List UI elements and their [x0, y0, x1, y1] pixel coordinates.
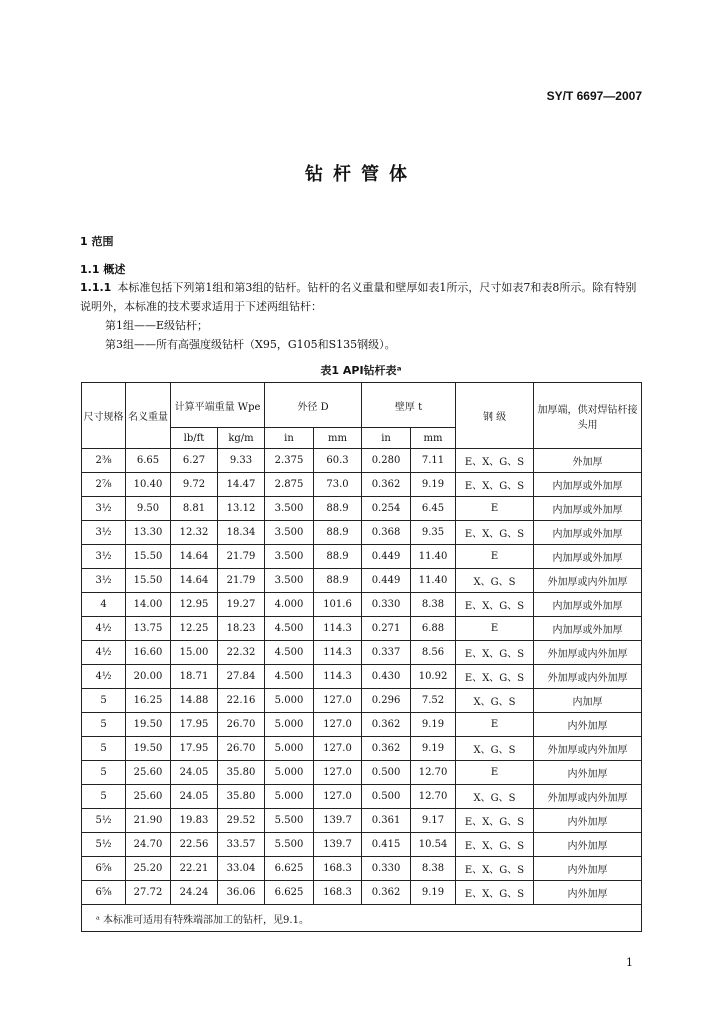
header-outer-diameter: 外径 D: [265, 383, 362, 428]
cell-size: 4½: [82, 665, 126, 689]
cell-weight-lbft: 24.05: [171, 761, 218, 785]
cell-weight-kgm: 22.16: [218, 689, 265, 713]
cell-grade: E、X、G、S: [456, 473, 534, 497]
cell-od-mm: 127.0: [314, 761, 362, 785]
cell-weight-kgm: 22.32: [218, 641, 265, 665]
cell-upset: 内加厚或外加厚: [534, 473, 642, 497]
cell-od-in: 3.500: [265, 569, 314, 593]
cell-weight-lbft: 12.95: [171, 593, 218, 617]
cell-nominal-weight: 27.72: [126, 881, 171, 905]
cell-od-in: 6.625: [265, 881, 314, 905]
unit-kg-m: kg/m: [218, 428, 265, 449]
cell-od-in: 6.625: [265, 857, 314, 881]
cell-weight-lbft: 19.83: [171, 809, 218, 833]
cell-size: 3½: [82, 545, 126, 569]
cell-wall-mm: 9.17: [411, 809, 456, 833]
cell-weight-lbft: 22.56: [171, 833, 218, 857]
cell-grade: E、X、G、S: [456, 641, 534, 665]
cell-upset: 外加厚或内外加厚: [534, 665, 642, 689]
table-row: [82, 593, 642, 617]
cell-wall-mm: 9.19: [411, 713, 456, 737]
cell-weight-lbft: 14.64: [171, 569, 218, 593]
cell-size: 5½: [82, 809, 126, 833]
cell-wall-mm: 9.19: [411, 737, 456, 761]
cell-od-in: 5.000: [265, 761, 314, 785]
cell-od-mm: 73.0: [314, 473, 362, 497]
cell-od-in: 5.000: [265, 689, 314, 713]
cell-wall-mm: 8.38: [411, 593, 456, 617]
table-row: [82, 881, 642, 905]
cell-wall-mm: 12.70: [411, 785, 456, 809]
cell-wall-in: 0.449: [362, 545, 411, 569]
cell-nominal-weight: 19.50: [126, 713, 171, 737]
cell-upset: 内加厚或外加厚: [534, 617, 642, 641]
cell-nominal-weight: 15.50: [126, 569, 171, 593]
cell-wall-in: 0.449: [362, 569, 411, 593]
cell-size: 5: [82, 689, 126, 713]
cell-upset: 内外加厚: [534, 713, 642, 737]
cell-upset: 内加厚或外加厚: [534, 497, 642, 521]
cell-grade: X、G、S: [456, 689, 534, 713]
table-row: [82, 809, 642, 833]
cell-upset: 外加厚或内外加厚: [534, 785, 642, 809]
table-row: [82, 713, 642, 737]
cell-weight-lbft: 24.05: [171, 785, 218, 809]
cell-upset: 内外加厚: [534, 809, 642, 833]
cell-upset: 外加厚或内外加厚: [534, 737, 642, 761]
cell-wall-in: 0.254: [362, 497, 411, 521]
cell-weight-kgm: 35.80: [218, 761, 265, 785]
cell-nominal-weight: 25.60: [126, 785, 171, 809]
cell-nominal-weight: 25.20: [126, 857, 171, 881]
cell-od-in: 5.000: [265, 713, 314, 737]
cell-weight-lbft: 12.32: [171, 521, 218, 545]
cell-size: 4½: [82, 641, 126, 665]
table-row: [82, 521, 642, 545]
paragraph-1-1-1: [80, 278, 646, 316]
unit-mm: mm: [411, 428, 456, 449]
cell-wall-mm: 7.11: [411, 449, 456, 473]
cell-grade: E: [456, 545, 534, 569]
drill-pipe-table: [81, 382, 642, 932]
cell-od-mm: 88.9: [314, 545, 362, 569]
cell-weight-lbft: 6.27: [171, 449, 218, 473]
cell-nominal-weight: 21.90: [126, 809, 171, 833]
subsection-heading-overview: 1.1 概述: [80, 263, 126, 276]
cell-wall-mm: 7.52: [411, 689, 456, 713]
cell-od-in: 5.500: [265, 833, 314, 857]
cell-nominal-weight: 25.60: [126, 761, 171, 785]
header-wall-thickness: 壁厚 t: [362, 383, 456, 428]
cell-nominal-weight: 20.00: [126, 665, 171, 689]
table-caption: 表1 API钻杆表ᵃ: [320, 364, 402, 377]
cell-od-mm: 127.0: [314, 689, 362, 713]
cell-wall-in: 0.330: [362, 593, 411, 617]
cell-od-mm: 88.9: [314, 569, 362, 593]
cell-wall-in: 0.362: [362, 473, 411, 497]
cell-weight-kgm: 18.34: [218, 521, 265, 545]
cell-upset: 内加厚: [534, 689, 642, 713]
cell-od-in: 3.500: [265, 545, 314, 569]
cell-grade: E、X、G、S: [456, 665, 534, 689]
cell-weight-kgm: 14.47: [218, 473, 265, 497]
cell-od-in: 3.500: [265, 521, 314, 545]
cell-od-in: 5.500: [265, 809, 314, 833]
cell-grade: E: [456, 497, 534, 521]
table-row: [82, 737, 642, 761]
unit-lb-ft: lb/ft: [171, 428, 218, 449]
table-row: [82, 473, 642, 497]
table-row: [82, 785, 642, 809]
table-row: [82, 665, 642, 689]
cell-weight-lbft: 8.81: [171, 497, 218, 521]
cell-wall-in: 0.430: [362, 665, 411, 689]
cell-weight-lbft: 14.64: [171, 545, 218, 569]
cell-weight-lbft: 24.24: [171, 881, 218, 905]
unit-in: in: [362, 428, 411, 449]
cell-grade: E、X、G、S: [456, 449, 534, 473]
cell-od-in: 2.375: [265, 449, 314, 473]
cell-wall-mm: 6.45: [411, 497, 456, 521]
cell-grade: E、X、G、S: [456, 857, 534, 881]
header-grade: 钢 级: [456, 383, 534, 449]
cell-wall-in: 0.368: [362, 521, 411, 545]
cell-nominal-weight: 16.60: [126, 641, 171, 665]
cell-od-mm: 60.3: [314, 449, 362, 473]
cell-nominal-weight: 19.50: [126, 737, 171, 761]
paragraph-text: 本标准包括下列第1组和第3组的钻杆。钻杆的名义重量和壁厚如表1所示，尺寸如表7和表8所示。除有特别说明外，本标准的技术要求适用于下述两组钻杆：: [80, 281, 637, 313]
cell-od-mm: 88.9: [314, 497, 362, 521]
cell-wall-in: 0.500: [362, 761, 411, 785]
cell-upset: 内外加厚: [534, 761, 642, 785]
cell-upset: 内外加厚: [534, 857, 642, 881]
cell-size: 2⅜: [82, 449, 126, 473]
cell-weight-lbft: 12.25: [171, 617, 218, 641]
cell-grade: X、G、S: [456, 785, 534, 809]
cell-weight-kgm: 18.23: [218, 617, 265, 641]
header-nominal-weight: 名义重量: [126, 383, 171, 449]
cell-weight-lbft: 15.00: [171, 641, 218, 665]
cell-od-mm: 114.3: [314, 617, 362, 641]
cell-nominal-weight: 6.65: [126, 449, 171, 473]
cell-od-mm: 88.9: [314, 521, 362, 545]
cell-weight-kgm: 36.06: [218, 881, 265, 905]
cell-nominal-weight: 14.00: [126, 593, 171, 617]
cell-grade: E、X、G、S: [456, 833, 534, 857]
cell-od-mm: 127.0: [314, 737, 362, 761]
cell-wall-in: 0.415: [362, 833, 411, 857]
cell-wall-mm: 6.88: [411, 617, 456, 641]
cell-grade: E: [456, 617, 534, 641]
table-row: [82, 689, 642, 713]
cell-size: 3½: [82, 569, 126, 593]
cell-nominal-weight: 16.25: [126, 689, 171, 713]
cell-wall-mm: 8.38: [411, 857, 456, 881]
document-title: 钻杆管体: [305, 164, 417, 185]
table-row: [82, 833, 642, 857]
cell-upset: 内外加厚: [534, 833, 642, 857]
cell-grade: E: [456, 761, 534, 785]
cell-weight-lbft: 17.95: [171, 737, 218, 761]
table-row: [82, 497, 642, 521]
standard-code: SY/T 6697—2007: [546, 89, 642, 103]
cell-wall-in: 0.361: [362, 809, 411, 833]
cell-od-mm: 168.3: [314, 881, 362, 905]
cell-wall-mm: 9.35: [411, 521, 456, 545]
cell-od-in: 5.000: [265, 785, 314, 809]
cell-nominal-weight: 24.70: [126, 833, 171, 857]
cell-wall-mm: 11.40: [411, 545, 456, 569]
header-upset: 加厚端，供对焊钻杆接头用: [534, 383, 642, 449]
group-3-line: 第3组——所有高强度级钻杆（X95，G105和S135钢级）。: [105, 338, 396, 351]
cell-od-mm: 139.7: [314, 833, 362, 857]
cell-grade: E、X、G、S: [456, 809, 534, 833]
cell-grade: E、X、G、S: [456, 881, 534, 905]
cell-size: 6⅝: [82, 881, 126, 905]
cell-grade: E、X、G、S: [456, 593, 534, 617]
cell-od-mm: 168.3: [314, 857, 362, 881]
cell-od-mm: 101.6: [314, 593, 362, 617]
cell-od-mm: 114.3: [314, 641, 362, 665]
cell-upset: 外加厚或内外加厚: [534, 569, 642, 593]
cell-nominal-weight: 13.75: [126, 617, 171, 641]
cell-upset: 内加厚或外加厚: [534, 521, 642, 545]
cell-nominal-weight: 13.30: [126, 521, 171, 545]
cell-od-mm: 114.3: [314, 665, 362, 689]
cell-wall-mm: 10.92: [411, 665, 456, 689]
cell-weight-kgm: 26.70: [218, 737, 265, 761]
cell-weight-lbft: 22.21: [171, 857, 218, 881]
cell-od-mm: 127.0: [314, 785, 362, 809]
header-size: 尺寸规格: [82, 383, 126, 449]
cell-od-in: 4.500: [265, 641, 314, 665]
cell-wall-mm: 11.40: [411, 569, 456, 593]
table-row: [82, 857, 642, 881]
cell-od-in: 4.500: [265, 665, 314, 689]
table-row: [82, 617, 642, 641]
cell-size: 3½: [82, 521, 126, 545]
cell-size: 2⅞: [82, 473, 126, 497]
cell-upset: 外加厚或内外加厚: [534, 641, 642, 665]
unit-in: in: [265, 428, 314, 449]
cell-size: 5½: [82, 833, 126, 857]
cell-size: 4: [82, 593, 126, 617]
group-1-line: 第1组——E级钻杆；: [105, 319, 209, 332]
table-row: [82, 761, 642, 785]
cell-size: 4½: [82, 617, 126, 641]
cell-od-mm: 127.0: [314, 713, 362, 737]
page-number: 1: [626, 956, 633, 969]
cell-wall-mm: 10.54: [411, 833, 456, 857]
cell-weight-kgm: 35.80: [218, 785, 265, 809]
cell-weight-lbft: 17.95: [171, 713, 218, 737]
cell-upset: 内外加厚: [534, 881, 642, 905]
cell-grade: E、X、G、S: [456, 521, 534, 545]
cell-od-in: 4.500: [265, 617, 314, 641]
cell-od-in: 3.500: [265, 497, 314, 521]
cell-wall-mm: 12.70: [411, 761, 456, 785]
cell-wall-in: 0.362: [362, 881, 411, 905]
cell-weight-kgm: 9.33: [218, 449, 265, 473]
cell-size: 3½: [82, 497, 126, 521]
cell-wall-in: 0.362: [362, 737, 411, 761]
cell-weight-kgm: 21.79: [218, 545, 265, 569]
cell-wall-in: 0.330: [362, 857, 411, 881]
cell-wall-mm: 9.19: [411, 881, 456, 905]
cell-wall-in: 0.271: [362, 617, 411, 641]
cell-weight-lbft: 9.72: [171, 473, 218, 497]
cell-wall-in: 0.362: [362, 713, 411, 737]
cell-size: 5: [82, 737, 126, 761]
cell-weight-kgm: 27.84: [218, 665, 265, 689]
cell-weight-lbft: 14.88: [171, 689, 218, 713]
cell-od-mm: 139.7: [314, 809, 362, 833]
cell-weight-kgm: 33.57: [218, 833, 265, 857]
header-calc-weight: 计算平端重量 Wpe: [171, 383, 265, 428]
cell-weight-kgm: 19.27: [218, 593, 265, 617]
cell-size: 6⅝: [82, 857, 126, 881]
cell-grade: X、G、S: [456, 569, 534, 593]
cell-weight-kgm: 13.12: [218, 497, 265, 521]
cell-grade: E: [456, 713, 534, 737]
table-row: [82, 449, 642, 473]
table-row: [82, 641, 642, 665]
table-row: [82, 569, 642, 593]
cell-weight-lbft: 18.71: [171, 665, 218, 689]
paragraph-number: 1.1.1: [80, 281, 112, 294]
cell-weight-kgm: 26.70: [218, 713, 265, 737]
cell-wall-mm: 8.56: [411, 641, 456, 665]
cell-nominal-weight: 15.50: [126, 545, 171, 569]
cell-size: 5: [82, 761, 126, 785]
table-footnote: ᵃ 本标准可适用有特殊端部加工的钻杆，见9.1。: [82, 905, 642, 932]
unit-mm: mm: [314, 428, 362, 449]
cell-nominal-weight: 10.40: [126, 473, 171, 497]
cell-upset: 内加厚或外加厚: [534, 545, 642, 569]
section-heading-scope: 1 范围: [80, 235, 114, 248]
cell-wall-in: 0.500: [362, 785, 411, 809]
cell-size: 5: [82, 785, 126, 809]
cell-od-in: 2.875: [265, 473, 314, 497]
cell-wall-mm: 9.19: [411, 473, 456, 497]
cell-size: 5: [82, 713, 126, 737]
cell-weight-kgm: 33.04: [218, 857, 265, 881]
table-body: [82, 449, 642, 905]
cell-weight-kgm: 21.79: [218, 569, 265, 593]
cell-od-in: 4.000: [265, 593, 314, 617]
cell-wall-in: 0.296: [362, 689, 411, 713]
cell-nominal-weight: 9.50: [126, 497, 171, 521]
cell-upset: 外加厚: [534, 449, 642, 473]
cell-wall-in: 0.337: [362, 641, 411, 665]
table-row: [82, 545, 642, 569]
cell-wall-in: 0.280: [362, 449, 411, 473]
cell-weight-kgm: 29.52: [218, 809, 265, 833]
cell-od-in: 5.000: [265, 737, 314, 761]
cell-upset: 内加厚或外加厚: [534, 593, 642, 617]
cell-grade: X、G、S: [456, 737, 534, 761]
